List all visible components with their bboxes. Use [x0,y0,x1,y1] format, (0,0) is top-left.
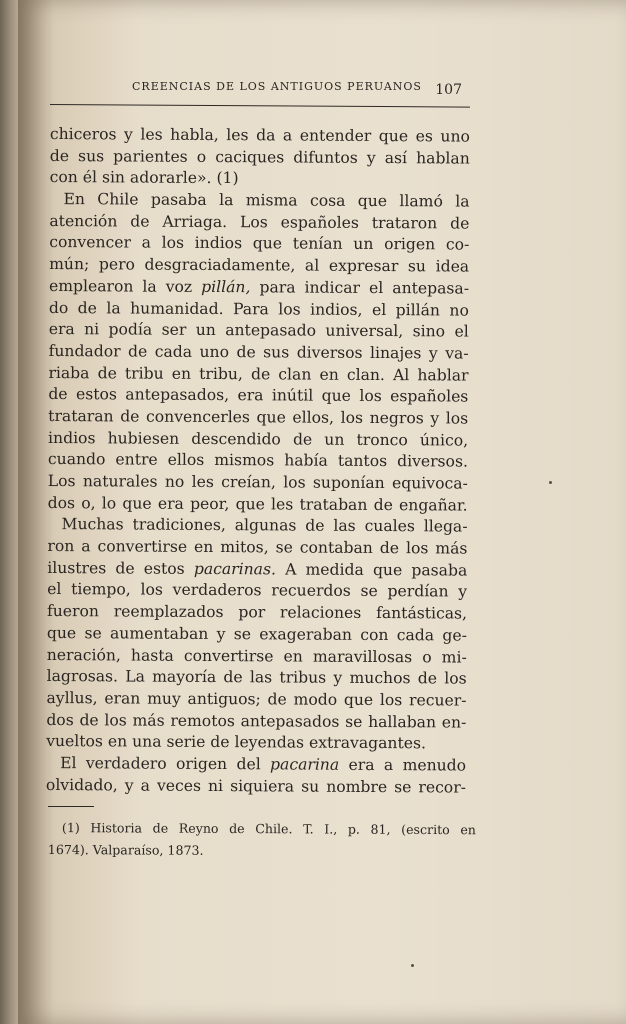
text-line: vueltos en una serie de leyendas extravagantes. [46,732,427,753]
text-line: de sus parientes o caciques difuntos y así hablan [49,146,470,168]
text-line: cuando entre ellos mismos había tantos diversos. [47,450,468,471]
text-line: atención de Arriaga. Los españoles trataron de [49,211,470,233]
text-line: que se aumentaban y se exageraban con cada ge- [46,623,467,645]
text-line: convencer a los indios que tenían un origen co- [49,233,470,255]
text-line: de estos antepasados, era inútil que los españoles [48,385,469,406]
text-line: chiceros y les habla, les da a entender que es uno [49,124,470,146]
text-line: ayllus, eran muy antiguos; de modo que los recuer- [46,688,467,710]
text-line: fueron reemplazados por relaciones fantásticas, [46,602,468,623]
text-line: riaba de tribu en tribu, de clan en clan. Al hablar [48,363,469,385]
text-line: ilustres de estos pacarinas. A medida que pasaba [47,558,468,580]
footnote-line: (1) Historia de Reyno de Chile. T. I., p. 81, (escrito en [61,820,476,838]
text-line: do de la humanidad. Para los indios, el pillán no [48,298,469,320]
running-title: CREENCIAS DE LOS ANTIGUOS PERUANOS [132,80,422,93]
text-line: emplearon la voz pillán, para indicar el antepasa- [48,276,470,298]
text-line: el tiempo, los verdaderos recuerdos se perdían y [47,580,468,601]
text-line: mún; pero desgraciadamente, al expresar su idea [49,255,470,276]
text-line: El verdadero origen del pacarina era a menudo [60,754,467,775]
page-number: 107 [435,82,462,98]
text-line: indios hubiesen descendido de un tronco único, [48,428,469,450]
text-line: lagrosas. La mayoría de las tribus y muchos de los [46,667,467,688]
text-line: dos o, lo que era peor, que les trataban de engañar. [47,493,468,515]
italic-term: pacarina [270,755,340,774]
paper-speck [549,481,552,484]
text-line: ron a convertirse en mitos, se contaban de los más [47,537,468,558]
text-line: En Chile pasaba la misma cosa que llamó la [63,190,470,211]
text-line: con él sin adorarle». (1) [49,168,239,188]
paper-speck [411,964,414,967]
footnote-line: 1674). Valparaíso, 1873. [47,841,204,858]
running-header [132,80,462,106]
text-line: olvidado, y a veces ni siquiera su nombre se recor- [45,775,467,797]
italic-term: pillán, [201,277,251,297]
text-line: trataran de convencerles que ellos, los negros y los [48,406,469,428]
text-line: era ni podía ser un antepasado universal, sino el [48,320,469,341]
text-line: Los naturales no les creían, los suponían equivoca- [47,471,468,493]
main-text [46,124,470,799]
text-line: dos de los más remotos antepasados se hallaban en- [46,710,467,732]
italic-term: pacarinas. [193,559,276,579]
text-line: Muchas tradiciones, algunas de las cuales llega- [61,515,468,536]
book-spine-shadow [0,0,18,1024]
footnote [48,817,476,863]
text-line: neración, hasta convertirse en maravillosas o mi- [46,645,467,667]
footnote-rule [48,806,94,807]
text-line: fundador de cada uno de sus diversos linajes y va- [48,341,469,363]
